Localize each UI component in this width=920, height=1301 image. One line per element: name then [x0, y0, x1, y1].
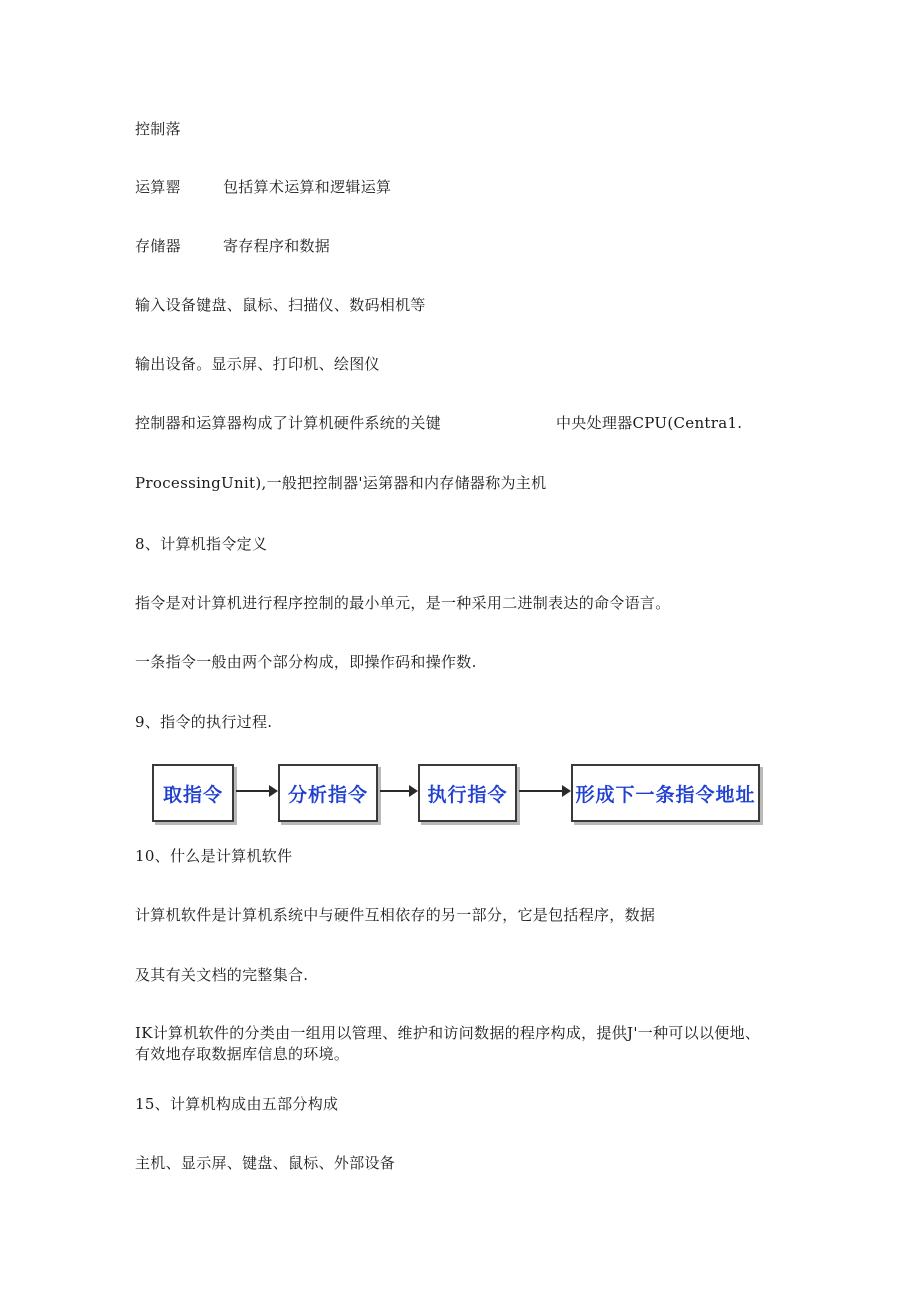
cpu-right: 中央处理器CPU(Centra1.: [556, 414, 743, 432]
cpu-left: 控制器和运算器构成了计算机硬件系统的关键: [135, 414, 442, 432]
flow-step-execute: [418, 764, 517, 822]
section-10-paragraph-2: 及其有关文档的完整集合.: [135, 966, 309, 984]
section-15-paragraph: 主机、显示屏、键盘、鼠标、外部设备: [135, 1154, 396, 1172]
section-10-title: 10、什么是计算机软件: [135, 847, 293, 865]
text-input-devices: 输入设备键盘、鼠标、扫描仪、数码相机等: [135, 296, 426, 314]
section-10-paragraph-1: 计算机软件是计算机系统中与硬件互相依存的另一部分，它是包括程序，数据: [135, 906, 656, 924]
text-output-devices: 输出设备。显示屏、打印机、绘图仪: [135, 355, 380, 373]
flow-step-label: 取指令: [162, 783, 223, 806]
instruction-flow-diagram: [135, 760, 775, 830]
text-cpu-continued: ProcessingUnit),一般把控制器'运第器和内存储器称为主机: [135, 474, 547, 492]
text-cpu-row: [135, 413, 743, 433]
memory-desc: 寄存程序和数据: [223, 237, 331, 255]
flow-step-label: 形成下一条指令地址: [575, 783, 756, 806]
alu-desc: 包括算术运算和逻辑运算: [223, 178, 392, 196]
alu-term: 运算罂: [135, 178, 181, 196]
text-control: 控制落: [135, 120, 181, 138]
ik-paragraph-line-2: 有效地存取数据库信息的环境。: [135, 1045, 350, 1063]
flow-arrow: [519, 790, 569, 792]
flow-step-fetch: [152, 764, 234, 822]
section-8-paragraph-2: 一条指令一般由两个部分构成，即操作码和操作数.: [135, 653, 477, 671]
text-alu-row: [135, 177, 392, 197]
ik-paragraph-line-1: IK计算机软件的分类由一组用以管理、维护和访问数据的程序构成，提供J'一种可以以便地、: [135, 1024, 761, 1042]
section-9-title: 9、指令的执行过程.: [135, 713, 273, 731]
section-8-title: 8、计算机指令定义: [135, 535, 268, 553]
flow-step-decode: [278, 764, 378, 822]
section-8-paragraph-1: 指令是对计算机进行程序控制的最小单元，是一种采用二进制表达的命令语言。: [135, 594, 671, 612]
memory-term: 存储器: [135, 237, 181, 255]
flow-step-label: 分析指令: [287, 783, 368, 806]
flow-step-next-address: [571, 764, 760, 822]
flow-step-label: 执行指令: [427, 783, 508, 806]
flow-arrow: [380, 790, 416, 792]
text-memory-row: [135, 236, 331, 256]
flow-arrow: [236, 790, 276, 792]
section-15-title: 15、计算机构成由五部分构成: [135, 1095, 339, 1113]
